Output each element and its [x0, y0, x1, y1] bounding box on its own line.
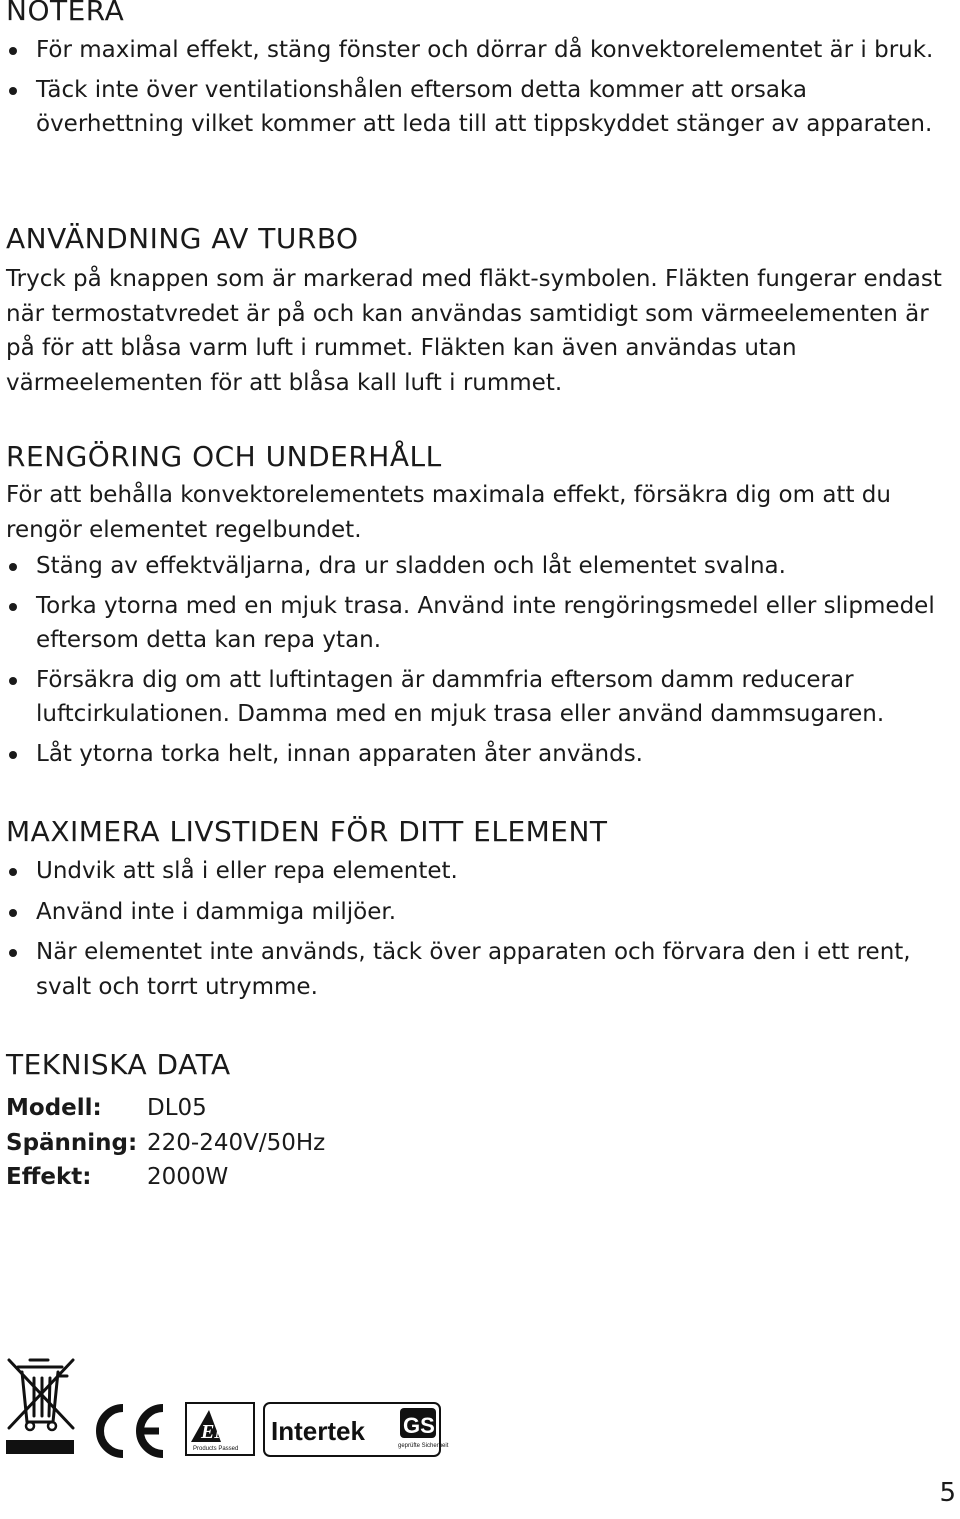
cleaning-heading: RENGÖRING OCH UNDERHÅLL: [6, 440, 442, 473]
cleaning-paragraph: För att behålla konvektorelementets maximala effekt, försäkra dig om att du rengör elementet regelbundet.: [6, 482, 891, 543]
emc-letters: EMC: [201, 1421, 246, 1443]
tech-label: Modell:: [6, 1095, 102, 1121]
tech-heading: TEKNISKA DATA: [6, 1048, 231, 1081]
list-item: Stäng av effektväljarna, dra ur sladden och låt elementet svalna.: [0, 549, 956, 584]
ce-mark-icon: [93, 1404, 173, 1458]
lifetime-heading: MAXIMERA LIVSTIDEN FÖR DITT ELEMENT: [6, 815, 608, 848]
tech-data-table: [6, 1091, 325, 1195]
intertek-gs-logo: [263, 1402, 449, 1457]
turbo-paragraph: Tryck på knappen som är markerad med fläkt-symbolen. Fläkten fungerar endast när termostatvredet är på och kan användas samtidigt som värmeelementen är på för att blåsa varm luft i rummet. Fläkten kan även användas utan värmeelementen för att blåsa kall luft i rummet.: [6, 266, 942, 396]
lifetime-list: [0, 854, 956, 1004]
tech-row-voltage: [6, 1126, 325, 1161]
page-number: 5: [939, 1478, 956, 1508]
tech-row-power: [6, 1160, 325, 1195]
list-item: För maximal effekt, stäng fönster och dörrar då konvektorelementet är i bruk.: [0, 33, 956, 68]
emc-logo: [185, 1402, 255, 1456]
list-item: Torka ytorna med en mjuk trasa. Använd inte rengöringsmedel eller slipmedel eftersom detta kan repa ytan.: [0, 589, 956, 658]
cleaning-list: [0, 549, 956, 771]
list-item: Försäkra dig om att luftintagen är dammfria eftersom damm reducerar luftcirkulationen. Damma med en mjuk trasa eller använd dammsugaren.: [0, 663, 956, 732]
tech-value: DL05: [147, 1095, 207, 1121]
turbo-heading: ANVÄNDNING AV TURBO: [6, 222, 359, 255]
list-item: Använd inte i dammiga miljöer.: [0, 895, 956, 930]
tech-value: 220-240V/50Hz: [147, 1129, 326, 1156]
tech-label: Spänning:: [6, 1129, 138, 1156]
list-item: Undvik att slå i eller repa elementet.: [0, 854, 956, 889]
crossed-out-bin-icon: [4, 1356, 78, 1456]
tech-label: Effekt:: [6, 1164, 92, 1190]
intertek-text: Intertek: [271, 1416, 365, 1446]
list-item: När elementet inte används, täck över apparaten och förvara den i ett rent, svalt och torrt utrymme.: [0, 935, 956, 1004]
tech-row-model: [6, 1091, 325, 1126]
notera-heading: NOTERA: [6, 0, 125, 27]
tech-value: 2000W: [147, 1164, 229, 1190]
notera-list: [0, 33, 956, 142]
emc-small-text: Products Passed: [193, 1446, 239, 1452]
gs-letters: GS: [403, 1413, 435, 1438]
gs-small-text: geprüfte Sicherheit: [398, 1443, 449, 1449]
list-item: Låt ytorna torka helt, innan apparaten åter används.: [0, 737, 956, 772]
emc-logo-graphic: [187, 1404, 253, 1454]
list-item: Täck inte över ventilationshålen eftersom detta kommer att orsaka överhettning vilket kommer att leda till att tippskyddet stänger av apparaten.: [0, 73, 956, 142]
intertek-gs-graphic: [265, 1404, 449, 1455]
